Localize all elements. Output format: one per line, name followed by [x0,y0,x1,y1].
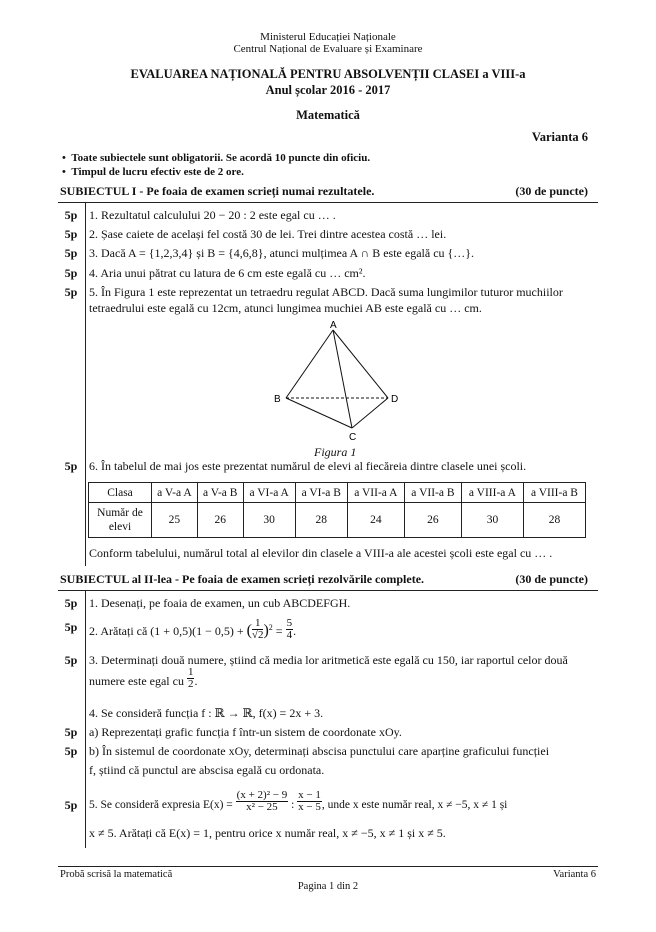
table-header-row [89,483,586,503]
divider [85,202,86,566]
variant-label: Varianta 6 [531,130,588,144]
figure-caption: Figura 1 [314,445,357,459]
bullet-icon: • [62,166,72,178]
table-header-cell: a VI-a A [243,483,295,503]
section2-title: SUBIECTUL al II-lea - Pe foaia de examen scrieți rezolvările complete. [60,572,425,586]
subject-name: Matematică [296,108,360,122]
vertex-label-c: C [349,432,357,443]
table-cell: 28 [295,503,347,538]
table-cell: 28 [523,503,585,538]
instruction-2: • Timpul de lucru efectiv este de 2 ore. [62,166,244,178]
table-header-cell: Clasa [89,483,152,503]
table-cell: 25 [152,503,198,538]
ministry-name: Ministerul Educației Naționale [260,31,396,43]
table-header-cell: a VII-a B [404,483,461,503]
divider [85,590,86,848]
tetrahedron-figure [260,316,420,448]
table-cell: 24 [347,503,404,538]
table-row-label: Număr de elevi [89,503,152,538]
section1-title: SUBIECTUL I - Pe foaia de examen scrieți numai rezultatele. [60,184,375,198]
table-header-cell: a V-a B [197,483,243,503]
exam-title: EVALUAREA NAȚIONALĂ PENTRU ABSOLVENȚII CLASEI a VIII-a [130,67,526,81]
footer-left: Probă scrisă la matematică [60,869,173,880]
students-table [88,482,586,538]
center-name: Centrul Național de Evaluare și Examinare [233,43,423,55]
page-number: Pagina 1 din 2 [297,881,359,892]
instruction-1: • Toate subiectele sunt obligatorii. Se acordă 10 puncte din oficiu. [62,152,371,164]
table-row [89,503,586,538]
table-header-cell: a VIII-a A [461,483,523,503]
vertex-label-a: A [330,320,337,331]
table-header-cell: a V-a A [152,483,198,503]
school-year: Anul școlar 2016 - 2017 [265,83,391,97]
table-cell: 30 [461,503,523,538]
table-cell: 26 [404,503,461,538]
bullet-icon: • [62,152,72,164]
divider [58,590,598,591]
vertex-label-b: B [274,394,281,405]
table-header-cell: a VIII-a B [523,483,585,503]
vertex-label-d: D [391,394,399,405]
footer-right: Varianta 6 [553,869,596,880]
section1-points: (30 de puncte) [515,184,588,198]
section2-points: (30 de puncte) [515,572,588,586]
table-cell: 30 [243,503,295,538]
table-cell: 26 [197,503,243,538]
table-header-cell: a VI-a B [295,483,347,503]
divider [58,866,598,867]
divider [58,202,598,203]
table-header-cell: a VII-a A [347,483,404,503]
